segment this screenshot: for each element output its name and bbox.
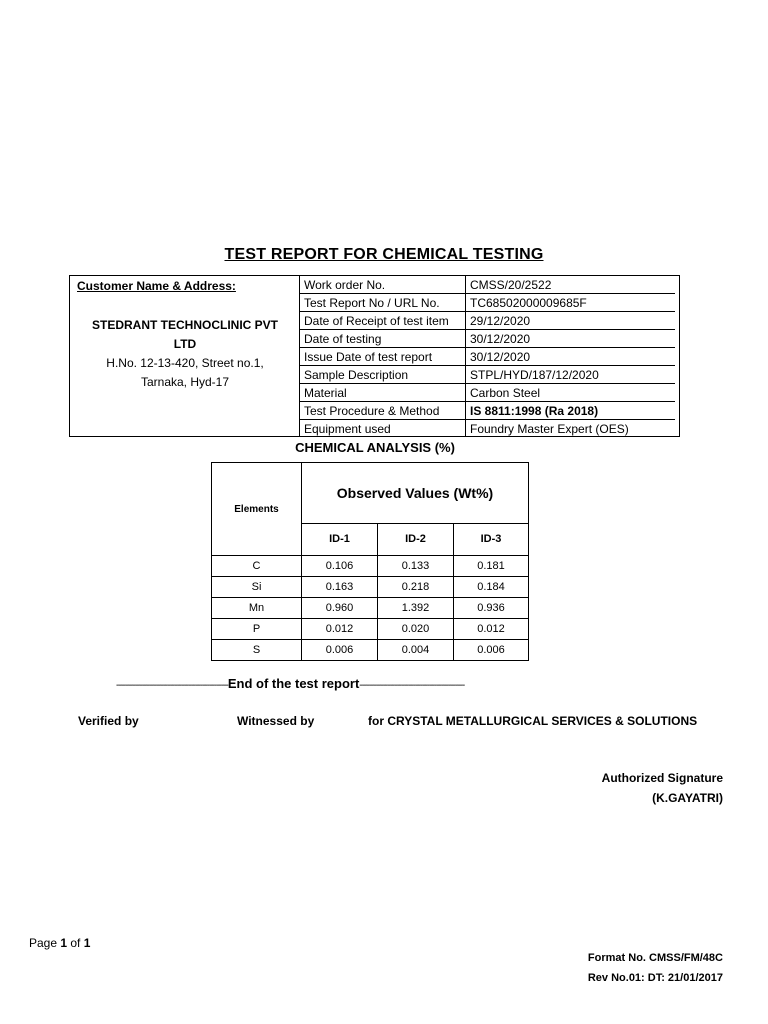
element-cell: Si — [212, 577, 302, 598]
info-value: 29/12/2020 — [466, 312, 676, 330]
authorized-signature-label: Authorized Signature — [601, 771, 723, 785]
info-value: 30/12/2020 — [466, 348, 676, 366]
verified-by-label: Verified by — [78, 714, 139, 728]
customer-address-line2: Tarnaka, Hyd-17 — [140, 375, 230, 389]
customer-address-line1: H.No. 12-13-420, Street no.1, — [106, 356, 264, 370]
page-total: 1 — [83, 936, 91, 950]
table-header-row — [212, 463, 529, 524]
customer-name-line2: LTD — [173, 337, 197, 351]
value-cell: 0.006 — [454, 640, 529, 661]
table-row — [212, 619, 529, 640]
value-cell: 0.163 — [302, 577, 378, 598]
elements-header: Elements — [212, 463, 302, 556]
page-of: of — [67, 936, 84, 950]
info-row — [300, 276, 675, 294]
value-cell: 0.184 — [454, 577, 529, 598]
info-value: IS 8811:1998 (Ra 2018) — [466, 402, 676, 420]
customer-info-block — [69, 275, 680, 437]
info-row — [300, 384, 675, 402]
value-cell: 0.012 — [454, 619, 529, 640]
signatory-name: (K.GAYATRI) — [652, 791, 723, 805]
page-number — [29, 936, 90, 950]
info-key: Test Report No / URL No. — [300, 294, 466, 312]
info-value: CMSS/20/2522 — [466, 276, 676, 294]
customer-name — [70, 316, 300, 354]
witnessed-by-label: Witnessed by — [237, 714, 315, 728]
table-row — [212, 577, 529, 598]
report-details-table — [300, 276, 675, 437]
element-cell: S — [212, 640, 302, 661]
info-value: STPL/HYD/187/12/2020 — [466, 366, 676, 384]
table-row — [212, 556, 529, 577]
end-of-report-line — [116, 676, 636, 691]
end-of-report-text: End of the test report — [227, 676, 360, 691]
info-key: Equipment used — [300, 420, 466, 438]
customer-name-line1: STEDRANT TECHNOCLINIC PVT — [92, 318, 278, 332]
page-prefix: Page — [29, 936, 61, 950]
value-cell: 0.020 — [378, 619, 454, 640]
value-cell: 0.936 — [454, 598, 529, 619]
info-row — [300, 420, 675, 438]
info-value: Foundry Master Expert (OES) — [470, 421, 629, 436]
value-cell: 0.006 — [302, 640, 378, 661]
chemical-analysis-table — [211, 462, 529, 661]
info-key: Material — [300, 384, 466, 402]
value-cell: 0.012 — [302, 619, 378, 640]
value-cell: 0.004 — [378, 640, 454, 661]
info-key: Date of testing — [300, 330, 466, 348]
info-key: Test Procedure & Method — [300, 402, 466, 420]
info-row — [300, 366, 675, 384]
element-cell: P — [212, 619, 302, 640]
value-cell: 0.960 — [302, 598, 378, 619]
info-row — [300, 402, 675, 420]
info-row — [300, 294, 675, 312]
info-key: Sample Description — [300, 366, 466, 384]
info-key: Date of Receipt of test item — [300, 312, 466, 330]
dashes-right: --------------------------------------------- — [359, 680, 465, 691]
info-row — [300, 348, 675, 366]
revision-number: Rev No.01: DT: 21/01/2017 — [587, 972, 723, 984]
value-cell: 0.133 — [378, 556, 454, 577]
info-row — [300, 312, 675, 330]
info-key: Work order No. — [300, 276, 466, 294]
report-title: TEST REPORT FOR CHEMICAL TESTING — [224, 246, 544, 263]
chemical-analysis-title: CHEMICAL ANALYSIS (%) — [295, 440, 455, 455]
value-cell: 0.181 — [454, 556, 529, 577]
dashes-left: ------------------------------------------------ — [116, 680, 228, 691]
id-header: ID-1 — [302, 523, 378, 555]
info-value: Carbon Steel — [466, 384, 676, 402]
observed-values-header: Observed Values (Wt%) — [302, 463, 529, 524]
customer-section — [70, 276, 300, 436]
info-value: TC68502000009685F — [466, 294, 676, 312]
element-cell: Mn — [212, 598, 302, 619]
info-key: Issue Date of test report — [300, 348, 466, 366]
value-cell: 0.218 — [378, 577, 454, 598]
info-value: 30/12/2020 — [466, 330, 676, 348]
id-header: ID-2 — [378, 523, 454, 555]
id-header: ID-3 — [454, 523, 529, 555]
table-row — [212, 598, 529, 619]
page-current: 1 — [60, 936, 68, 950]
format-number: Format No. CMSS/FM/48C — [587, 952, 723, 964]
table-row — [212, 640, 529, 661]
info-row — [300, 330, 675, 348]
customer-label: Customer Name & Address: — [77, 279, 236, 293]
company-label: for CRYSTAL METALLURGICAL SERVICES & SOLUTIONS — [368, 714, 698, 728]
value-cell: 1.392 — [378, 598, 454, 619]
customer-address — [70, 354, 300, 392]
value-cell: 0.106 — [302, 556, 378, 577]
element-cell: C — [212, 556, 302, 577]
